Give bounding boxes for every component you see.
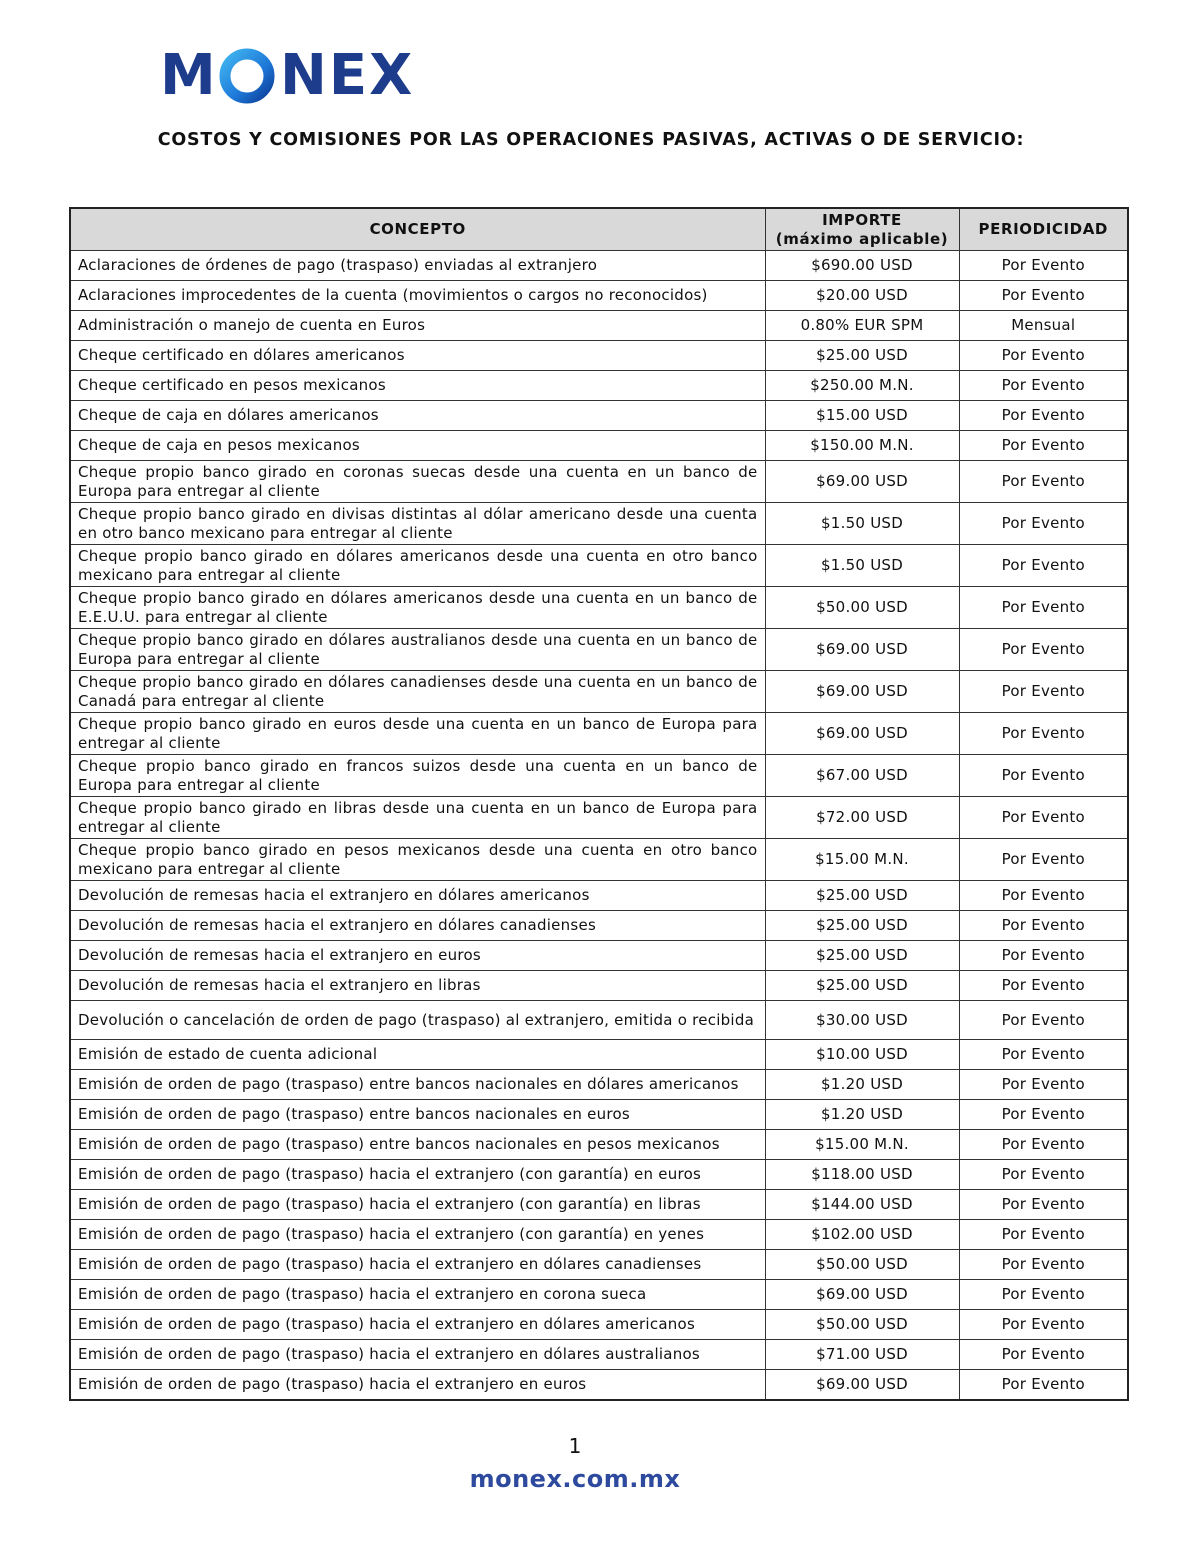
table-row (70, 797, 1128, 839)
table-row (70, 755, 1128, 797)
concept-cell: Cheque propio banco girado en dólares australianos desde una cuenta en un banco de Europa para entregar al cliente (70, 629, 765, 671)
table-row (70, 587, 1128, 629)
concept-cell: Cheque propio banco girado en dólares canadienses desde una cuenta en un banco de Canadá para entregar al cliente (70, 671, 765, 713)
table-row (70, 1040, 1128, 1070)
amount-cell: $15.00 M.N. (765, 1130, 959, 1160)
table-row (70, 911, 1128, 941)
concept-cell: Aclaraciones improcedentes de la cuenta (movimientos o cargos no reconocidos) (70, 281, 765, 311)
concept-cell: Cheque de caja en dólares americanos (70, 401, 765, 431)
concept-cell: Emisión de orden de pago (traspaso) entre bancos nacionales en dólares americanos (70, 1070, 765, 1100)
table-row (70, 941, 1128, 971)
amount-cell: $50.00 USD (765, 587, 959, 629)
concept-cell: Cheque certificado en pesos mexicanos (70, 371, 765, 401)
concept-cell: Administración o manejo de cuenta en Euros (70, 311, 765, 341)
table-row (70, 341, 1128, 371)
table-row (70, 971, 1128, 1001)
amount-cell: 0.80% EUR SPM (765, 311, 959, 341)
concept-cell: Devolución de remesas hacia el extranjero en euros (70, 941, 765, 971)
period-cell: Por Evento (959, 1340, 1128, 1370)
concept-cell: Emisión de orden de pago (traspaso) hacia el extranjero en dólares americanos (70, 1310, 765, 1340)
concept-cell: Devolución de remesas hacia el extranjero en libras (70, 971, 765, 1001)
concept-cell: Aclaraciones de órdenes de pago (traspaso) enviadas al extranjero (70, 251, 765, 281)
amount-cell: $25.00 USD (765, 911, 959, 941)
amount-cell: $30.00 USD (765, 1001, 959, 1040)
period-cell: Por Evento (959, 1001, 1128, 1040)
page-title: COSTOS Y COMISIONES POR LAS OPERACIONES PASIVAS, ACTIVAS O DE SERVICIO: (157, 130, 1025, 150)
table-row (70, 371, 1128, 401)
amount-cell: $69.00 USD (765, 1370, 959, 1401)
period-cell: Por Evento (959, 1190, 1128, 1220)
table-row (70, 629, 1128, 671)
amount-cell: $15.00 USD (765, 401, 959, 431)
amount-cell: $25.00 USD (765, 341, 959, 371)
concept-cell: Cheque certificado en dólares americanos (70, 341, 765, 371)
period-cell: Por Evento (959, 971, 1128, 1001)
table-row (70, 545, 1128, 587)
concept-cell: Emisión de orden de pago (traspaso) hacia el extranjero (con garantía) en euros (70, 1160, 765, 1190)
table-row (70, 431, 1128, 461)
period-cell: Por Evento (959, 1130, 1128, 1160)
monex-logo (160, 46, 420, 106)
header-amount-line1: IMPORTE (822, 210, 902, 229)
amount-cell: $69.00 USD (765, 1280, 959, 1310)
concept-cell: Cheque propio banco girado en libras desde una cuenta en un banco de Europa para entregar al cliente (70, 797, 765, 839)
table-row (70, 1130, 1128, 1160)
table-row (70, 1190, 1128, 1220)
amount-cell: $1.20 USD (765, 1100, 959, 1130)
table-row (70, 713, 1128, 755)
amount-cell: $67.00 USD (765, 755, 959, 797)
header-amount-line2: (máximo aplicable) (775, 229, 949, 248)
amount-cell: $118.00 USD (765, 1160, 959, 1190)
table-row (70, 1070, 1128, 1100)
concept-cell: Emisión de orden de pago (traspaso) hacia el extranjero (con garantía) en yenes (70, 1220, 765, 1250)
period-cell: Por Evento (959, 1280, 1128, 1310)
period-cell: Por Evento (959, 1100, 1128, 1130)
amount-cell: $15.00 M.N. (765, 839, 959, 881)
concept-cell: Devolución o cancelación de orden de pago (traspaso) al extranjero, emitida o recibida (70, 1001, 765, 1040)
amount-cell: $1.20 USD (765, 1070, 959, 1100)
period-cell: Por Evento (959, 797, 1128, 839)
amount-cell: $10.00 USD (765, 1040, 959, 1070)
amount-cell: $144.00 USD (765, 1190, 959, 1220)
period-cell: Por Evento (959, 587, 1128, 629)
period-cell: Por Evento (959, 431, 1128, 461)
concept-cell: Cheque propio banco girado en francos suizos desde una cuenta en un banco de Europa para entregar al cliente (70, 755, 765, 797)
header-period: PERIODICIDAD (959, 208, 1128, 251)
concept-cell: Emisión de orden de pago (traspaso) entre bancos nacionales en euros (70, 1100, 765, 1130)
amount-cell: $1.50 USD (765, 503, 959, 545)
concept-cell: Cheque propio banco girado en divisas distintas al dólar americano desde una cuenta en otro banco mexicano para entregar al cliente (70, 503, 765, 545)
concept-cell: Cheque propio banco girado en dólares americanos desde una cuenta en un banco de E.E.U.U. para entregar al cliente (70, 587, 765, 629)
period-cell: Por Evento (959, 911, 1128, 941)
table-row (70, 311, 1128, 341)
period-cell: Por Evento (959, 371, 1128, 401)
footer-url-link[interactable]: monex.com.mx (469, 1465, 681, 1493)
period-cell: Por Evento (959, 1070, 1128, 1100)
amount-cell: $71.00 USD (765, 1340, 959, 1370)
concept-cell: Devolución de remesas hacia el extranjero en dólares americanos (70, 881, 765, 911)
concept-cell: Emisión de orden de pago (traspaso) hacia el extranjero en dólares australianos (70, 1340, 765, 1370)
table-row (70, 251, 1128, 281)
table-row (70, 1280, 1128, 1310)
header-amount (765, 208, 959, 251)
concept-cell: Cheque propio banco girado en dólares americanos desde una cuenta en otro banco mexicano para entregar al cliente (70, 545, 765, 587)
amount-cell: $69.00 USD (765, 461, 959, 503)
period-cell: Mensual (959, 311, 1128, 341)
concept-cell: Devolución de remesas hacia el extranjero en dólares canadienses (70, 911, 765, 941)
amount-cell: $102.00 USD (765, 1220, 959, 1250)
period-cell: Por Evento (959, 341, 1128, 371)
table-header-row (70, 208, 1128, 251)
period-cell: Por Evento (959, 881, 1128, 911)
concept-cell: Cheque de caja en pesos mexicanos (70, 431, 765, 461)
concept-cell: Emisión de orden de pago (traspaso) hacia el extranjero en dólares canadienses (70, 1250, 765, 1280)
table-row (70, 1310, 1128, 1340)
table-body (70, 251, 1128, 1401)
table-row (70, 1370, 1128, 1401)
concept-cell: Emisión de orden de pago (traspaso) hacia el extranjero en euros (70, 1370, 765, 1401)
period-cell: Por Evento (959, 503, 1128, 545)
period-cell: Por Evento (959, 281, 1128, 311)
table-row (70, 671, 1128, 713)
table-row (70, 503, 1128, 545)
table-row (70, 1250, 1128, 1280)
concept-cell: Emisión de orden de pago (traspaso) hacia el extranjero en corona sueca (70, 1280, 765, 1310)
amount-cell: $690.00 USD (765, 251, 959, 281)
logo-ring (225, 54, 269, 98)
period-cell: Por Evento (959, 941, 1128, 971)
period-cell: Por Evento (959, 1040, 1128, 1070)
table-row (70, 1160, 1128, 1190)
period-cell: Por Evento (959, 671, 1128, 713)
table-row (70, 401, 1128, 431)
amount-cell: $20.00 USD (765, 281, 959, 311)
period-cell: Por Evento (959, 839, 1128, 881)
amount-cell: $25.00 USD (765, 941, 959, 971)
amount-cell: $50.00 USD (765, 1250, 959, 1280)
concept-cell: Emisión de orden de pago (traspaso) entre bancos nacionales en pesos mexicanos (70, 1130, 765, 1160)
period-cell: Por Evento (959, 1220, 1128, 1250)
fees-table (69, 207, 1129, 1401)
period-cell: Por Evento (959, 545, 1128, 587)
concept-cell: Emisión de orden de pago (traspaso) hacia el extranjero (con garantía) en libras (70, 1190, 765, 1220)
period-cell: Por Evento (959, 461, 1128, 503)
period-cell: Por Evento (959, 251, 1128, 281)
period-cell: Por Evento (959, 713, 1128, 755)
amount-cell: $50.00 USD (765, 1310, 959, 1340)
table-row (70, 1220, 1128, 1250)
table-row (70, 881, 1128, 911)
table-row (70, 461, 1128, 503)
amount-cell: $25.00 USD (765, 971, 959, 1001)
period-cell: Por Evento (959, 755, 1128, 797)
amount-cell: $69.00 USD (765, 629, 959, 671)
table-row (70, 1340, 1128, 1370)
amount-cell: $150.00 M.N. (765, 431, 959, 461)
table-row (70, 1001, 1128, 1040)
amount-cell: $1.50 USD (765, 545, 959, 587)
amount-cell: $25.00 USD (765, 881, 959, 911)
header-concept: CONCEPTO (70, 208, 765, 251)
amount-cell: $69.00 USD (765, 713, 959, 755)
amount-cell: $69.00 USD (765, 671, 959, 713)
period-cell: Por Evento (959, 401, 1128, 431)
table-row (70, 839, 1128, 881)
concept-cell: Cheque propio banco girado en coronas suecas desde una cuenta en un banco de Europa para entregar al cliente (70, 461, 765, 503)
table-row (70, 281, 1128, 311)
amount-cell: $72.00 USD (765, 797, 959, 839)
concept-cell: Cheque propio banco girado en pesos mexicanos desde una cuenta en otro banco mexicano para entregar al cliente (70, 839, 765, 881)
period-cell: Por Evento (959, 629, 1128, 671)
svg-text:NEX: NEX (280, 46, 415, 106)
period-cell: Por Evento (959, 1370, 1128, 1401)
amount-cell: $250.00 M.N. (765, 371, 959, 401)
page-number: 1 (568, 1434, 582, 1458)
period-cell: Por Evento (959, 1310, 1128, 1340)
concept-cell: Cheque propio banco girado en euros desde una cuenta en un banco de Europa para entregar al cliente (70, 713, 765, 755)
period-cell: Por Evento (959, 1160, 1128, 1190)
table-row (70, 1100, 1128, 1130)
period-cell: Por Evento (959, 1250, 1128, 1280)
concept-cell: Emisión de estado de cuenta adicional (70, 1040, 765, 1070)
svg-text:M: M (160, 46, 217, 106)
